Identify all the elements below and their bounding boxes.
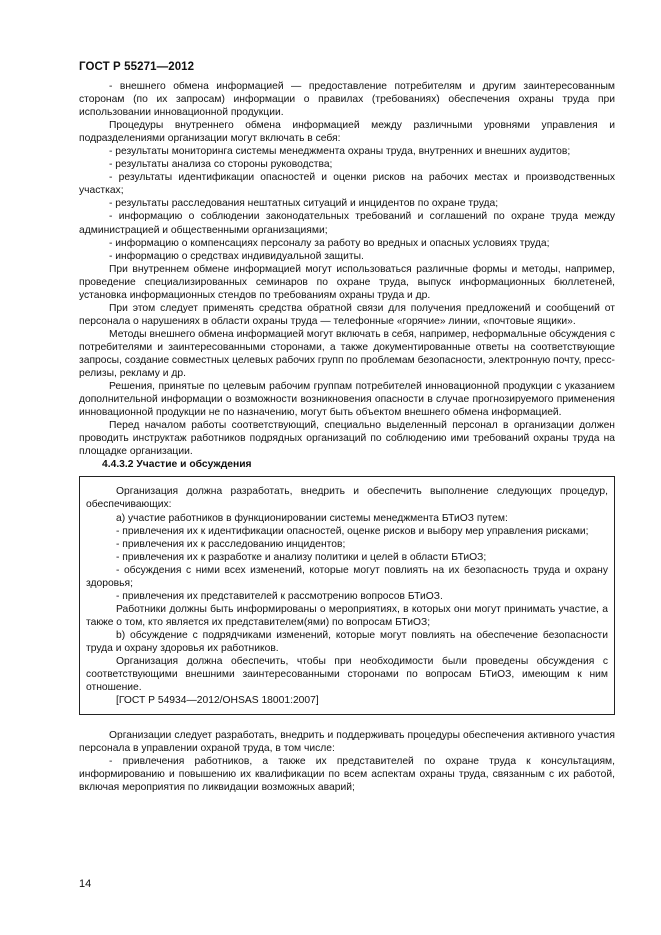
- bottom-paragraphs: [79, 729, 615, 794]
- quote-paragraph: - привлечения их к расследованию инцидентов;: [116, 538, 346, 550]
- quote-paragraph: - привлечения их к разработке и анализу политики и целей в области БТиОЗ;: [116, 551, 487, 563]
- quote-paragraph: Работники должны быть информированы о мероприятиях, в которых они могут принимать участие, а также о том, кто является их представителем(ями) по вопросам БТиОЗ;: [86, 603, 608, 628]
- list-item: - результаты идентификации опасностей и оценки рисков на рабочих местах и производственных участках;: [79, 172, 615, 197]
- list-item: - информацию о компенсациях персоналу за работу во вредных и опасных условиях труда;: [109, 237, 550, 249]
- standard-quote-box: [79, 476, 615, 715]
- paragraph: Методы внешнего обмена информацией могут включать в себя, например, неформальные обсуждения с потребителями и заинтересованными сторонами, а также документированные ответы на соответствующие запросы, создание совместных целевых рабочих групп по проблемам безопасности, электронную почту, пресс-релизы, рекламу и др.: [79, 328, 615, 380]
- paragraph: Организации следует разработать, внедрить и поддерживать процедуры обеспечения активного участия персонала в управлении охраной труда, в том числе:: [79, 730, 615, 755]
- quote-paragraph: Организация должна разработать, внедрить и обеспечить выполнение следующих процедур, обеспечивающих:: [86, 486, 608, 511]
- quote-citation: [ГОСТ Р 54934—2012/OHSAS 18001:2007]: [116, 695, 319, 707]
- document-header: ГОСТ Р 55271—2012: [79, 61, 195, 73]
- paragraph: Перед началом работы соответствующий, специально выделенный персонал в организации должен проводить инструктаж работников подрядных организаций по соблюдению ими требований охраны труда на площадке организации.: [79, 420, 615, 458]
- top-paragraphs: [79, 80, 615, 458]
- paragraph: При внутреннем обмене информацией могут использоваться различные формы и методы, например, проведение специализированных семинаров по охране труда, выпуск информационных бюллетеней, установка информационных стендов по требованиям охраны труда и др.: [79, 263, 615, 301]
- quote-paragraph: b) обсуждение с подрядчиками изменений, которые могут повлиять на обеспечение безопасности труда и охрану здоровья их работников.: [86, 629, 608, 654]
- list-item: - результаты расследования нештатных ситуаций и инцидентов по охране труда;: [109, 198, 499, 210]
- list-item: - результаты мониторинга системы менеджмента охраны труда, внутренних и внешних аудитов;: [109, 146, 571, 158]
- quote-paragraph: Организация должна обеспечить, чтобы при необходимости были проведены обсуждения с соответствующими внешними заинтересованными сторонами по вопросам БТиОЗ, имеющим к ним отношение.: [86, 656, 608, 694]
- quote-paragraph: - привлечения их представителей к рассмотрению вопросов БТиОЗ.: [116, 590, 443, 602]
- quote-paragraph: а) участие работников в функционировании системы менеджмента БТиОЗ путем:: [116, 512, 508, 524]
- quote-paragraph: - обсуждения с ними всех изменений, которые могут повлиять на их безопасность труда и охрану здоровья;: [86, 564, 608, 589]
- list-item: - информацию о соблюдении законодательных требований и соглашений по охране труда между администрацией и общественными организациями;: [79, 211, 615, 236]
- list-item: - результаты анализа со стороны руководства;: [109, 159, 333, 171]
- list-item: - информацию о средствах индивидуальной защиты.: [109, 250, 364, 262]
- paragraph: При этом следует применять средства обратной связи для получения предложений и сообщений от персонала о нарушениях в области охраны труда — телефонные «горячие» линии, «почтовые ящики».: [79, 302, 615, 327]
- document-body: [79, 80, 615, 794]
- page-number: 14: [79, 878, 92, 890]
- quote-paragraph: - привлечения их к идентификации опасностей, оценке рисков и выбору мер управления рисками;: [116, 525, 589, 537]
- section-heading: 4.4.3.2 Участие и обсуждения: [102, 459, 252, 471]
- paragraph: Решения, принятые по целевым рабочим группам потребителей инновационной продукции с указанием дополнительной информации о возможности возникновения опасности в случае прогнозируемого применения инновационной продукции не по назначению, могут быть объектом внешнего обмена информацией.: [79, 381, 615, 419]
- list-item: - внешнего обмена информацией — предоставление потребителям и другим заинтересованным сторонам (по их запросам) информации о правилах (требованиях) обеспечения охраны труда при использовании инновационной продукции.: [79, 81, 615, 119]
- paragraph: Процедуры внутреннего обмена информацией между различными уровнями управления и подразделениями организации могут включать в себя:: [79, 120, 615, 145]
- list-item: - привлечения работников, а также их представителей по охране труда к консультациям, информированию и повышению их квалификации по всем аспектам охраны труда, связанным с их работой, включая мероприятия по ликвидации возможных аварий;: [79, 756, 615, 794]
